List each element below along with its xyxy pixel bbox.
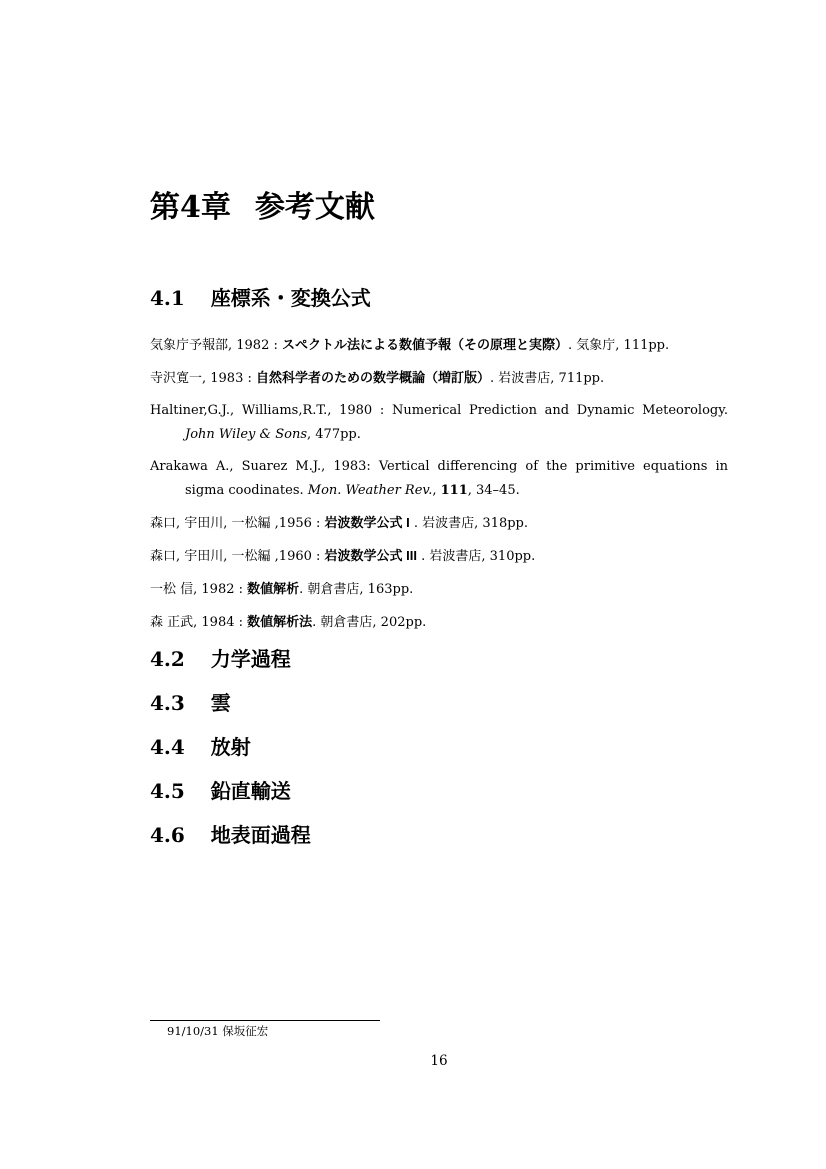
footnote-text: 91/10/31 保坂征宏 xyxy=(167,1024,269,1038)
section-heading-list xyxy=(150,647,728,848)
section-heading-4-1 xyxy=(150,286,728,311)
reference-segment-normal: . 朝倉書店, 202pp. xyxy=(312,615,427,630)
section-number: 4.3 xyxy=(150,691,185,715)
reference-segment-gothic: スペクトル法による数値予報（その原理と実際） xyxy=(282,337,569,352)
reference-segment-normal: 寺沢寛一, 1983 : xyxy=(150,371,256,386)
section-number: 4.4 xyxy=(150,735,185,759)
reference-segment-normal: , 477pp. xyxy=(307,427,361,442)
chapter-heading xyxy=(150,190,728,226)
reference-segment-normal: Arakawa A., Suarez M.J., 1983: Vertical differencing of the primitive equations in sigma coodinates. xyxy=(150,459,728,498)
section-title: 雲 xyxy=(210,693,231,715)
reference-segment-gothic: 自然科学者のための数学概論（増訂版） xyxy=(256,370,491,385)
reference-entry xyxy=(150,366,728,391)
section-heading-4-5 xyxy=(150,779,728,804)
reference-segment-normal: 気象庁予報部, 1982 : xyxy=(150,338,282,353)
reference-entry xyxy=(150,610,728,635)
section-heading-4-3 xyxy=(150,691,728,716)
reference-segment-normal: 森口, 宇田川, 一松編 ,1960 : xyxy=(150,549,325,564)
reference-segment-normal: , 34–45. xyxy=(467,483,520,498)
reference-segment-normal: . 岩波書店, 711pp. xyxy=(490,371,605,386)
reference-segment-normal: 森 正武, 1984 : xyxy=(150,615,248,630)
chapter-number-label xyxy=(150,191,231,224)
reference-segment-normal: , xyxy=(432,483,441,498)
reference-entry xyxy=(150,455,728,503)
section-title: 鉛直輸送 xyxy=(210,781,291,803)
section-title: 座標系・変換公式 xyxy=(210,288,371,310)
reference-segment-normal: 森口, 宇田川, 一松編 ,1956 : xyxy=(150,516,325,531)
reference-segment-italic: Mon. Weather Rev. xyxy=(307,483,433,498)
reference-entry xyxy=(150,511,728,536)
section-heading-4-2 xyxy=(150,647,728,672)
reference-segment-italic: John Wiley & Sons xyxy=(185,427,308,442)
section-heading-4-6 xyxy=(150,823,728,848)
chapter-prefix: 第 xyxy=(150,191,180,224)
chapter-title: 参考文献 xyxy=(254,191,375,224)
footnote-rule xyxy=(150,1020,380,1021)
reference-segment-normal: 一松 信, 1982 : xyxy=(150,582,248,597)
reference-segment-normal: . 朝倉書店, 163pp. xyxy=(299,582,414,597)
reference-segment-normal: . 岩波書店, 310pp. xyxy=(416,549,536,564)
section-title: 力学過程 xyxy=(210,649,291,671)
reference-list xyxy=(150,333,728,635)
reference-segment-normal: . 気象庁, 111pp. xyxy=(568,338,670,353)
text-block xyxy=(150,0,728,848)
reference-segment-gothic: 数値解析法 xyxy=(247,614,313,629)
section-title: 放射 xyxy=(210,737,251,759)
reference-entry xyxy=(150,399,728,447)
page-number: 16 xyxy=(430,1053,448,1069)
section-heading-4-4 xyxy=(150,735,728,760)
reference-segment-normal: . 岩波書店, 318pp. xyxy=(409,516,529,531)
reference-segment-bold: 111 xyxy=(440,483,468,498)
section-number: 4.2 xyxy=(150,647,185,671)
reference-segment-gothic: 数値解析 xyxy=(247,581,300,596)
reference-entry xyxy=(150,333,728,358)
chapter-suffix: 章 xyxy=(200,191,231,224)
section-title: 地表面過程 xyxy=(210,825,311,847)
reference-entry xyxy=(150,577,728,602)
reference-entry xyxy=(150,544,728,569)
reference-segment-gothic: 岩波数学公式 I xyxy=(324,515,410,530)
section-number: 4.1 xyxy=(150,286,185,310)
chapter-number: 4 xyxy=(180,190,201,225)
reference-segment-gothic: 岩波数学公式 III xyxy=(324,548,417,563)
section-number: 4.5 xyxy=(150,779,185,803)
reference-segment-normal: Haltiner,G.J., Williams,R.T., 1980 : Numerical Prediction and Dynamic Meteorology. xyxy=(150,403,728,418)
section-number: 4.6 xyxy=(150,823,185,847)
